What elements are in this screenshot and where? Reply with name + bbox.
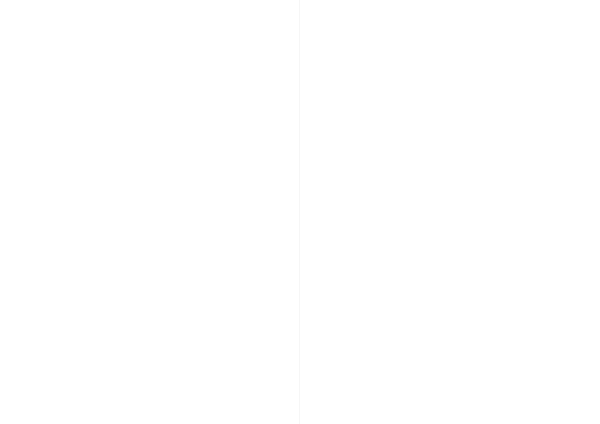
left-page-body (22, 18, 278, 390)
right-page (300, 0, 600, 424)
right-page-body (322, 18, 578, 390)
